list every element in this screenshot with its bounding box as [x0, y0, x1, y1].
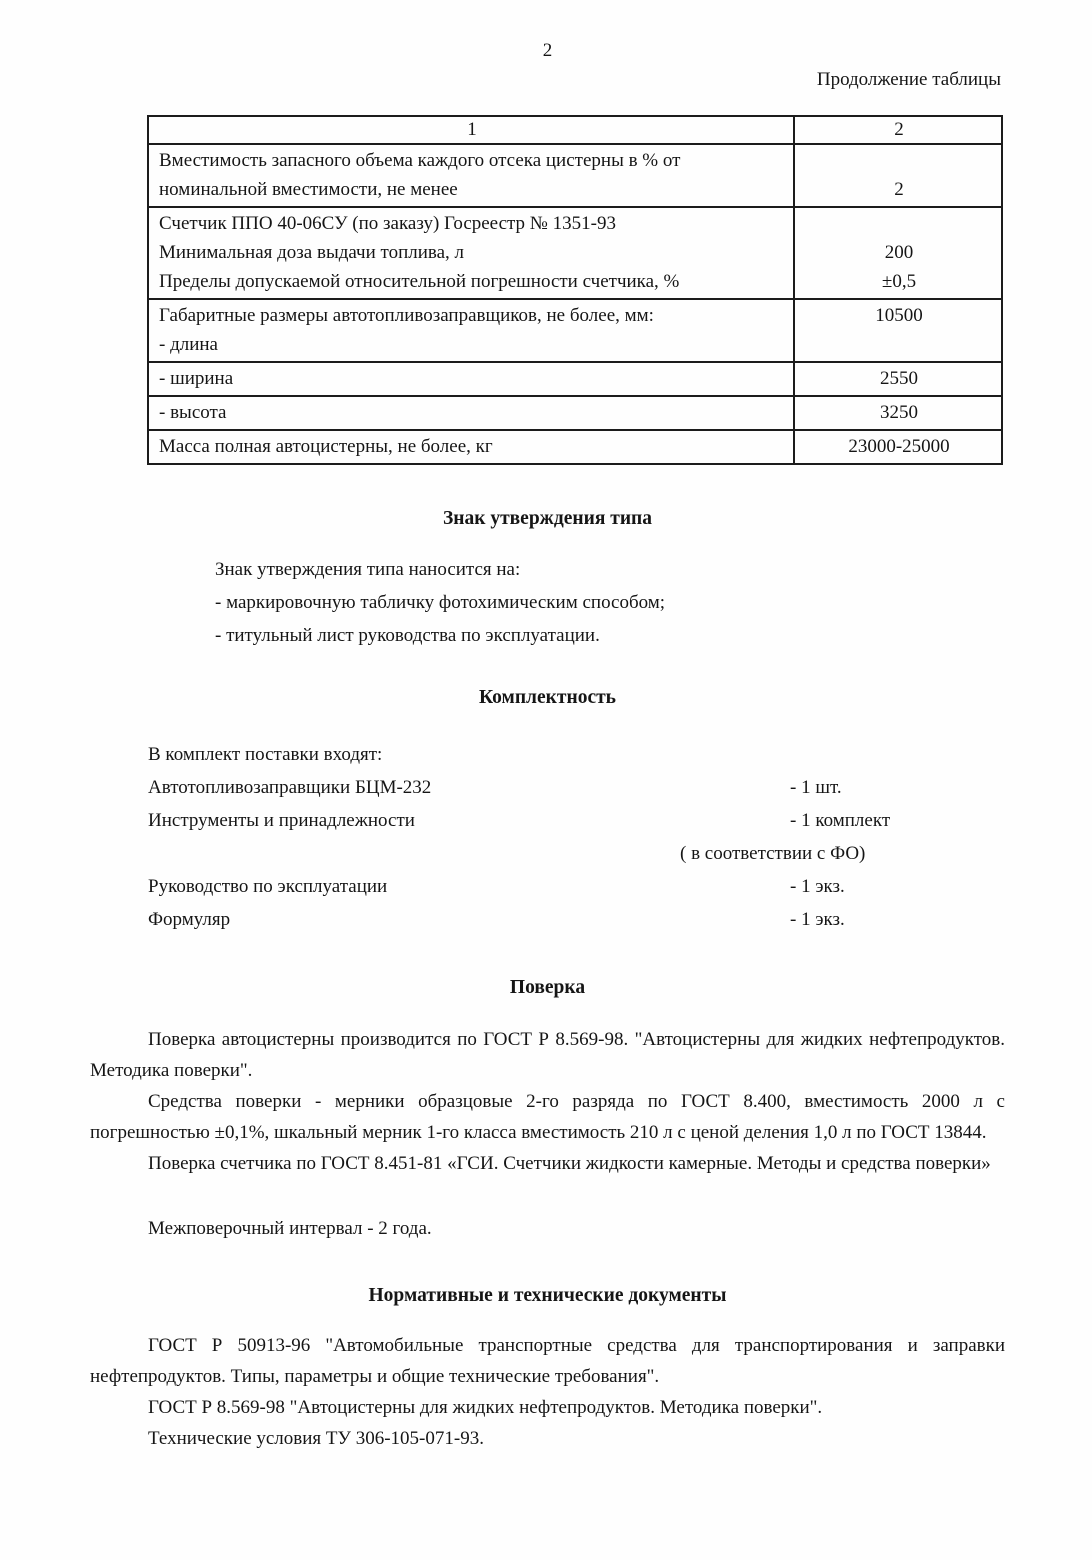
value-line: 3250 — [880, 402, 918, 423]
item-name: Автотопливозаправщики БЦМ-232 — [148, 777, 432, 798]
value-cell — [794, 207, 1002, 299]
param-line: Минимальная доза выдачи топлива, л — [159, 242, 465, 263]
completeness-item — [90, 771, 1005, 804]
normative-doc-paragraph: Технические условия ТУ 306-105-071-93. — [148, 1428, 484, 1449]
value-cell — [794, 430, 1002, 464]
value-cell — [794, 362, 1002, 396]
normative-doc-paragraph: ГОСТ Р 8.569-98 "Автоцистерны для жидких нефтепродуктов. Методика поверки". — [148, 1397, 823, 1418]
completeness-item — [90, 903, 1005, 936]
item-name: Инструменты и принадлежности — [148, 810, 415, 831]
param-cell — [148, 144, 794, 207]
item-quantity: - 1 экз. — [790, 909, 845, 930]
param-line: Масса полная автоцистерны, не более, кг — [159, 436, 493, 457]
completeness-item — [90, 870, 1005, 903]
table-header-col2 — [794, 116, 1002, 144]
value-line — [805, 330, 993, 359]
table-row-mass — [148, 430, 1002, 464]
item-quantity: - 1 комплект — [790, 810, 891, 831]
verification-paragraph: Поверка счетчика по ГОСТ 8.451-81 «ГСИ. Счетчики жидкости камерные. Методы и средства поверки» — [148, 1153, 991, 1174]
param-cell — [148, 362, 794, 396]
param-line: Габаритные размеры автотопливозаправщиков, не более, мм: — [159, 305, 654, 326]
value-line — [805, 146, 993, 175]
table-header-row — [148, 116, 1002, 144]
section-heading-type-approval: Знак утверждения типа — [442, 508, 653, 529]
type-approval-line: - маркировочную табличку фотохимическим способом; — [215, 592, 666, 613]
table-row-counter — [148, 207, 1002, 299]
param-line: Вместимость запасного объема каждого отсека цистерны в % от — [159, 150, 681, 171]
value-line: 23000-25000 — [848, 436, 950, 457]
value-line: 2550 — [880, 368, 918, 389]
type-approval-line: Знак утверждения типа наносится на: — [215, 559, 521, 580]
value-line: 2 — [894, 179, 904, 200]
table-row-width — [148, 362, 1002, 396]
verification-interval: Межповерочный интервал - 2 года. — [148, 1218, 432, 1239]
param-cell — [148, 430, 794, 464]
table-row-height — [148, 396, 1002, 430]
table-row-dimensions-length — [148, 299, 1002, 362]
table-header-col1 — [148, 116, 794, 144]
value-cell — [794, 299, 1002, 362]
param-cell — [148, 207, 794, 299]
section-heading-normative-docs: Нормативные и технические документы — [368, 1285, 727, 1306]
table-row-capacity — [148, 144, 1002, 207]
type-approval-paragraph — [215, 553, 1005, 652]
type-approval-line: - титульный лист руководства по эксплуатации. — [215, 625, 600, 646]
param-line: номинальной вместимости, не менее — [159, 179, 458, 200]
param-line: - длина — [159, 334, 218, 355]
completeness-intro: В комплект поставки входят: — [148, 744, 383, 765]
value-line — [805, 209, 993, 238]
value-line: ±0,5 — [881, 271, 917, 292]
item-name: Формуляр — [148, 909, 231, 930]
completeness-item-note: ( в соответствии с ФО) — [680, 843, 866, 864]
page-number: 2 — [542, 40, 553, 61]
section-heading-verification: Поверка — [509, 977, 586, 998]
table-continuation-caption: Продолжение таблицы — [816, 69, 1001, 90]
value-line: 10500 — [875, 305, 923, 326]
normative-docs-block — [90, 1330, 1005, 1454]
value-line: 200 — [884, 242, 914, 263]
item-quantity: - 1 экз. — [790, 876, 845, 897]
param-cell — [148, 396, 794, 430]
verification-paragraph: Средства поверки - мерники образцовые 2-го разряда по ГОСТ 8.400, вместимость 2000 л с погрешностью ±0,1%, шкальный мерник 1-го класса вместимость 210 л с ценой деления 1,0 л по ГОСТ 13844. — [90, 1091, 1005, 1143]
param-line: - ширина — [159, 368, 234, 389]
param-line: Пределы допускаемой относительной погрешности счетчика, % — [159, 271, 680, 292]
verification-paragraph: Поверка автоцистерны производится по ГОСТ Р 8.569-98. "Автоцистерны для жидких нефтепродуктов. Методика поверки". — [90, 1029, 1005, 1081]
table-header-col1-label: 1 — [467, 119, 477, 140]
completeness-item — [90, 804, 1005, 837]
param-line: Счетчик ППО 40-06СУ (по заказу) Госреестр № 1351-93 — [159, 213, 617, 234]
spec-table — [147, 115, 1003, 465]
section-heading-completeness: Комплектность — [478, 687, 616, 708]
value-cell — [794, 396, 1002, 430]
table-header-col2-label: 2 — [894, 119, 904, 140]
item-quantity: - 1 шт. — [790, 777, 842, 798]
normative-doc-paragraph: ГОСТ Р 50913-96 "Автомобильные транспортные средства для транспортирования и заправки нефтепродуктов. Типы, параметры и общие технические требования". — [90, 1335, 1005, 1387]
param-line: - высота — [159, 402, 227, 423]
param-cell — [148, 299, 794, 362]
item-name: Руководство по эксплуатации — [148, 876, 388, 897]
value-cell — [794, 144, 1002, 207]
